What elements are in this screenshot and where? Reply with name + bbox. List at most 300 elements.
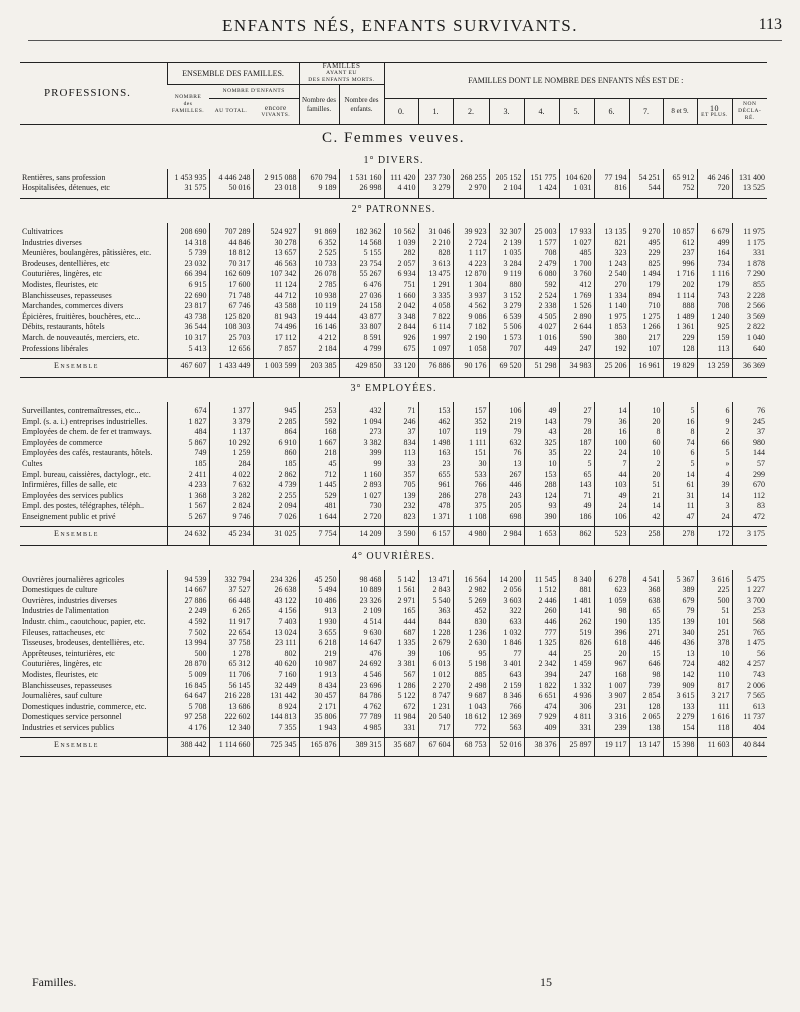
cell-value: 10 889: [339, 585, 384, 596]
cell-value: 632: [489, 438, 524, 449]
cell-value: 237: [663, 248, 697, 259]
total-value: 35 687: [384, 738, 418, 753]
cell-value: 18 612: [453, 712, 489, 723]
cell-value: 6 934: [384, 269, 418, 280]
col-3-header: 3.: [489, 99, 524, 125]
table-row: [20, 173, 767, 184]
cell-value: 205: [489, 501, 524, 512]
table-row: [20, 301, 767, 312]
row-label: Marchandes, commerces divers: [22, 301, 124, 311]
cell-value: 340: [663, 627, 697, 638]
cell-value: 751: [384, 280, 418, 291]
nombre-familles-line3: FAMILLES.: [171, 108, 205, 114]
cell-value: 57: [732, 459, 767, 470]
cell-value: 128: [663, 343, 697, 354]
cell-value: 380: [594, 333, 629, 344]
cell-value: 4 022: [209, 469, 253, 480]
cell-value: 592: [299, 416, 339, 427]
cell-value: 106: [594, 512, 629, 523]
cell-value: 1 459: [559, 659, 594, 670]
cell-value: 766: [453, 480, 489, 491]
total-value: 69 520: [489, 358, 524, 373]
cell-value: 2 210: [418, 237, 453, 248]
cell-value: 3 760: [559, 269, 594, 280]
cell-value: 282: [384, 248, 418, 259]
cell-value: 705: [384, 480, 418, 491]
cell-value: 4 514: [339, 617, 384, 628]
cell-value: 273: [339, 427, 384, 438]
cell-value: 739: [629, 680, 663, 691]
total-value: 24 632: [167, 527, 209, 542]
cell-value: 331: [559, 723, 594, 734]
cell-value: 834: [384, 438, 418, 449]
cell-value: 500: [697, 596, 732, 607]
cell-value: 2 982: [453, 585, 489, 596]
cell-value: 253: [299, 406, 339, 417]
footer-left: Familles.: [32, 975, 77, 989]
cell-value: 151: [453, 448, 489, 459]
cell-value: 14: [594, 406, 629, 417]
cell-value: 7 857: [253, 343, 299, 354]
cell-value: 1 278: [209, 649, 253, 660]
cell-value: 3: [697, 501, 732, 512]
cell-value: 2 890: [559, 311, 594, 322]
cell-value: 46 246: [697, 173, 732, 184]
cell-value: 2 411: [167, 469, 209, 480]
cell-value: 643: [489, 670, 524, 681]
cell-value: 33: [384, 459, 418, 470]
cell-value: 11 706: [209, 670, 253, 681]
cell-value: 46 563: [253, 258, 299, 269]
row-label: Industries et services publics: [22, 722, 115, 732]
cell-value: 730: [339, 501, 384, 512]
cell-value: 11: [663, 501, 697, 512]
cell-value: 1 027: [559, 237, 594, 248]
cell-value: 44: [594, 469, 629, 480]
cell-value: 190: [594, 617, 629, 628]
cell-value: 5 540: [418, 596, 453, 607]
cell-value: 2 822: [732, 322, 767, 333]
cell-value: 12 656: [209, 343, 253, 354]
cell-value: 1 116: [697, 269, 732, 280]
cell-value: 16: [594, 427, 629, 438]
row-label: March. de nouveautés, merciers, etc.: [22, 332, 140, 342]
cell-value: 529: [299, 491, 339, 502]
table-row: [20, 459, 767, 470]
cell-value: 1 769: [559, 290, 594, 301]
cell-value: 10 292: [209, 438, 253, 449]
cell-value: 24 158: [339, 301, 384, 312]
row-label: Empl. des postes, télégraphes, téléph..: [22, 501, 144, 511]
cell-value: 9 687: [453, 691, 489, 702]
row-label: Cultes: [22, 459, 43, 469]
group-title-cell: [20, 377, 767, 402]
cell-value: 3 279: [489, 301, 524, 312]
cell-value: 65 312: [209, 659, 253, 670]
cell-value: 131 400: [732, 173, 767, 184]
cell-value: 4 257: [732, 659, 767, 670]
cell-value: 6 013: [418, 659, 453, 670]
cell-value: 251: [697, 627, 732, 638]
total-value: 45 234: [209, 527, 253, 542]
familles-ayant-line3: DES ENFANTS MORTS.: [308, 77, 375, 83]
cell-value: 980: [732, 438, 767, 449]
cell-value: 165: [384, 606, 418, 617]
total-value: 68 753: [453, 738, 489, 753]
cell-value: 25 703: [209, 333, 253, 344]
cell-value: 45 250: [299, 574, 339, 585]
cell-value: 2: [697, 427, 732, 438]
cell-value: 74 496: [253, 322, 299, 333]
cell-value: 3 316: [594, 712, 629, 723]
cell-value: 1 361: [663, 322, 697, 333]
total-value: 278: [663, 527, 697, 542]
cell-value: 9 119: [489, 269, 524, 280]
cell-value: 2 540: [594, 269, 629, 280]
cell-value: 1 140: [594, 301, 629, 312]
cell-value: 375: [453, 501, 489, 512]
cell-value: 2 279: [663, 712, 697, 723]
cell-value: 1 616: [697, 712, 732, 723]
cell-value: 1 027: [339, 491, 384, 502]
cell-value: 655: [418, 469, 453, 480]
cell-value: 5 867: [167, 438, 209, 449]
cell-value: 743: [697, 290, 732, 301]
cell-value: 613: [732, 701, 767, 712]
cell-value: 15: [629, 649, 663, 660]
cell-value: 17 112: [253, 333, 299, 344]
cell-value: 8: [629, 427, 663, 438]
cell-value: 9 189: [299, 183, 339, 194]
cell-value: 1 227: [732, 585, 767, 596]
cell-value: 1 325: [524, 638, 559, 649]
row-label: Blanchisseuses, repasseuses: [22, 680, 112, 690]
cell-value: 2 139: [489, 237, 524, 248]
cell-value: 1 243: [594, 258, 629, 269]
total-value: 13 147: [629, 738, 663, 753]
cell-value: 472: [732, 512, 767, 523]
table-row: [20, 258, 767, 269]
table-row: [20, 269, 767, 280]
cell-value: 262: [559, 617, 594, 628]
cell-value: 10 987: [299, 659, 339, 670]
cell-value: 1 822: [524, 680, 559, 691]
row-label: Employées de chem. de fer et tramways.: [22, 427, 152, 437]
au-total-header: AU TOTAL.: [209, 99, 253, 125]
cell-value: 5 267: [167, 512, 209, 523]
cell-value: 881: [559, 585, 594, 596]
cell-value: 325: [524, 438, 559, 449]
familles-ayant-line1: FAMILLES: [322, 62, 361, 70]
cell-value: 139: [384, 491, 418, 502]
row-label: Employées de commerce: [22, 437, 103, 447]
cell-value: 3 348: [384, 311, 418, 322]
cell-value: 141: [559, 606, 594, 617]
row-label: Enseignement public et privé: [22, 512, 116, 522]
cell-value: 225: [697, 585, 732, 596]
row-label: Cultivatrices: [22, 226, 63, 236]
cell-value: 567: [384, 670, 418, 681]
cell-value: 476: [339, 649, 384, 660]
cell-value: 396: [594, 627, 629, 638]
cell-value: 299: [732, 469, 767, 480]
cell-value: 2 644: [559, 322, 594, 333]
table-row: [20, 322, 767, 333]
cell-value: 2 498: [453, 680, 489, 691]
cell-value: 707 289: [209, 227, 253, 238]
cell-value: 229: [663, 333, 697, 344]
table-row: [20, 469, 767, 480]
cell-value: 724: [663, 659, 697, 670]
cell-value: 3 655: [299, 627, 339, 638]
cell-value: 20: [629, 469, 663, 480]
cell-value: 1 097: [418, 343, 453, 354]
cell-value: 2 285: [253, 416, 299, 427]
cell-value: 13 135: [594, 227, 629, 238]
cell-value: 1 667: [299, 438, 339, 449]
col-10-line1: 10: [710, 103, 719, 113]
nombre-familles-line2: des: [183, 101, 193, 107]
cell-value: 5 475: [732, 574, 767, 585]
cell-value: 766: [489, 701, 524, 712]
cell-value: 2 785: [299, 280, 339, 291]
cell-value: 50 016: [209, 183, 253, 194]
cell-value: 945: [253, 406, 299, 417]
cell-value: 77: [489, 649, 524, 660]
cell-value: 23 696: [339, 680, 384, 691]
cell-value: 6 114: [418, 322, 453, 333]
cell-value: 66 448: [209, 596, 253, 607]
cell-value: 4 156: [253, 606, 299, 617]
cell-value: 1 111: [453, 438, 489, 449]
row-label: Hospitalisées, détenues, etc: [22, 183, 110, 193]
col-0-header: 0.: [384, 99, 418, 125]
cell-value: 500: [167, 649, 209, 660]
row-label: Fileuses, rattacheuses, etc: [22, 627, 105, 637]
nombre-enfants-morts-header: Nombre des enfants.: [339, 85, 384, 125]
cell-value: 765: [732, 627, 767, 638]
row-label: Tisseuses, brodeuses, dentellières, etc.: [22, 638, 145, 648]
cell-value: 306: [559, 701, 594, 712]
cell-value: 64 647: [167, 691, 209, 702]
cell-value: 2 843: [418, 585, 453, 596]
cell-value: 154: [663, 723, 697, 734]
cell-value: 288: [524, 480, 559, 491]
cell-value: 1 117: [453, 248, 489, 259]
cell-value: 33 807: [339, 322, 384, 333]
cell-value: 389: [663, 585, 697, 596]
cell-value: 1 481: [559, 596, 594, 607]
cell-value: 888: [663, 301, 697, 312]
table-row: [20, 659, 767, 670]
cell-value: 777: [524, 627, 559, 638]
cell-value: 378: [697, 638, 732, 649]
cell-value: 3 152: [489, 290, 524, 301]
cell-value: 2 042: [384, 301, 418, 312]
cell-value: 1 016: [524, 333, 559, 344]
row-label: Industries de l'alimentation: [22, 606, 109, 616]
section-title: C. Femmes veuves.: [322, 129, 465, 146]
cell-value: 672: [384, 701, 418, 712]
cell-value: 12 369: [489, 712, 524, 723]
cell-value: 331: [384, 723, 418, 734]
cell-value: 1 371: [418, 512, 453, 523]
cell-value: 830: [453, 617, 489, 628]
cell-value: 22: [559, 448, 594, 459]
cell-value: 142: [663, 670, 697, 681]
cell-value: 14: [663, 469, 697, 480]
cell-value: 99: [339, 459, 384, 470]
cell-value: 28: [559, 427, 594, 438]
cell-value: 2 862: [253, 469, 299, 480]
cell-value: 712: [299, 469, 339, 480]
cell-value: 260: [524, 606, 559, 617]
cell-value: 4 546: [339, 670, 384, 681]
nombre-familles-line1: NOMBRE: [174, 94, 202, 100]
total-row: [20, 738, 767, 753]
cell-value: 7 502: [167, 627, 209, 638]
cell-value: 5 739: [167, 248, 209, 259]
table-row: [20, 290, 767, 301]
cell-value: 4 176: [167, 723, 209, 734]
cell-value: 245: [732, 416, 767, 427]
cell-value: 1 827: [167, 416, 209, 427]
total-value: 15 398: [663, 738, 697, 753]
cell-value: 495: [629, 237, 663, 248]
cell-value: 51: [697, 606, 732, 617]
cell-value: 4 410: [384, 183, 418, 194]
cell-value: 322: [489, 606, 524, 617]
familles-dont-header: FAMILLES DONT LE NOMBRE DES ENFANTS NÉS EST DE :: [384, 63, 767, 99]
cell-value: 27 036: [339, 290, 384, 301]
cell-value: 7 632: [209, 480, 253, 491]
cell-value: 4 592: [167, 617, 209, 628]
cell-value: 749: [167, 448, 209, 459]
cell-value: 10: [524, 459, 559, 470]
cell-value: 4 811: [559, 712, 594, 723]
cell-value: 2 970: [453, 183, 489, 194]
cell-value: 74: [663, 438, 697, 449]
cell-value: 185: [167, 459, 209, 470]
cell-value: 3 279: [418, 183, 453, 194]
cell-value: 187: [559, 438, 594, 449]
cell-value: 640: [732, 343, 767, 354]
cell-value: 56 145: [209, 680, 253, 691]
row-label: Couturières, lingères, etc: [22, 269, 102, 279]
total-value: 16 961: [629, 358, 663, 373]
cell-value: 6: [663, 448, 697, 459]
cell-value: 23 754: [339, 258, 384, 269]
cell-value: 13 686: [209, 701, 253, 712]
table-row: [20, 670, 767, 681]
cell-value: 394: [524, 670, 559, 681]
cell-value: 1 231: [418, 701, 453, 712]
cell-value: 70 317: [209, 258, 253, 269]
cell-value: 101: [697, 617, 732, 628]
cell-value: 323: [594, 248, 629, 259]
cell-value: 1 039: [384, 237, 418, 248]
cell-value: 1 032: [489, 627, 524, 638]
cell-value: 113: [697, 343, 732, 354]
cell-value: 6 651: [524, 691, 559, 702]
cell-value: 13 024: [253, 627, 299, 638]
cell-value: 618: [594, 638, 629, 649]
cell-value: 1 424: [524, 183, 559, 194]
cell-value: 179: [629, 280, 663, 291]
table-row: [20, 227, 767, 238]
col-nd-line3: RÉ.: [744, 115, 755, 121]
row-label: Modistes, fleuristes, etc: [22, 279, 98, 289]
cell-value: 1 489: [663, 311, 697, 322]
cell-value: 71: [384, 406, 418, 417]
cell-value: 44 712: [253, 290, 299, 301]
cell-value: 913: [299, 606, 339, 617]
row-label: Empl. bureau, caissières, dactylogr., etc.: [22, 469, 151, 479]
table-row: [20, 606, 767, 617]
cell-value: 100: [594, 438, 629, 449]
cell-value: 3 603: [489, 596, 524, 607]
total-value: 389 315: [339, 738, 384, 753]
row-label: Couturières, lingères, etc: [22, 659, 102, 669]
cell-value: 646: [629, 659, 663, 670]
table-row: [20, 416, 767, 427]
cell-value: 590: [559, 333, 594, 344]
cell-value: 76: [489, 448, 524, 459]
cell-value: 3 569: [732, 311, 767, 322]
cell-value: 10: [629, 406, 663, 417]
col-7-header: 7.: [629, 99, 663, 125]
cell-value: 446: [524, 617, 559, 628]
cell-value: 113: [384, 448, 418, 459]
cell-value: 98 468: [339, 574, 384, 585]
cell-value: 568: [732, 617, 767, 628]
cell-value: 432: [339, 406, 384, 417]
cell-value: 864: [253, 427, 299, 438]
cell-value: 2 525: [299, 248, 339, 259]
total-value: 1 653: [524, 527, 559, 542]
cell-value: 13 471: [418, 574, 453, 585]
cell-value: 7 403: [253, 617, 299, 628]
cell-value: 253: [732, 606, 767, 617]
cell-value: 4 446 248: [209, 173, 253, 184]
group-title-cell: [20, 546, 767, 571]
cell-value: 243: [489, 491, 524, 502]
cell-value: 98: [629, 670, 663, 681]
nombre-enfants-header: NOMBRE D'ENFANTS: [209, 85, 299, 99]
cell-value: 10 562: [384, 227, 418, 238]
cell-value: 1 240: [697, 311, 732, 322]
cell-value: 30 278: [253, 237, 299, 248]
cell-value: 21: [629, 491, 663, 502]
cell-value: 4 233: [167, 480, 209, 491]
cell-value: 2 479: [524, 258, 559, 269]
total-value: 1 003 599: [253, 358, 299, 373]
cell-value: 3 616: [697, 574, 732, 585]
cell-value: 2 338: [524, 301, 559, 312]
header-rule: [28, 40, 782, 41]
table-row: [20, 585, 767, 596]
page-number: 113: [758, 16, 782, 33]
total-value: 67 604: [418, 738, 453, 753]
cell-value: 412: [559, 280, 594, 291]
cell-value: 6 218: [299, 638, 339, 649]
total-value: 388 442: [167, 738, 209, 753]
cell-value: 4 541: [629, 574, 663, 585]
total-value: 467 607: [167, 358, 209, 373]
cell-value: 44 846: [209, 237, 253, 248]
cell-value: 592: [524, 280, 559, 291]
cell-value: 67 746: [209, 301, 253, 312]
